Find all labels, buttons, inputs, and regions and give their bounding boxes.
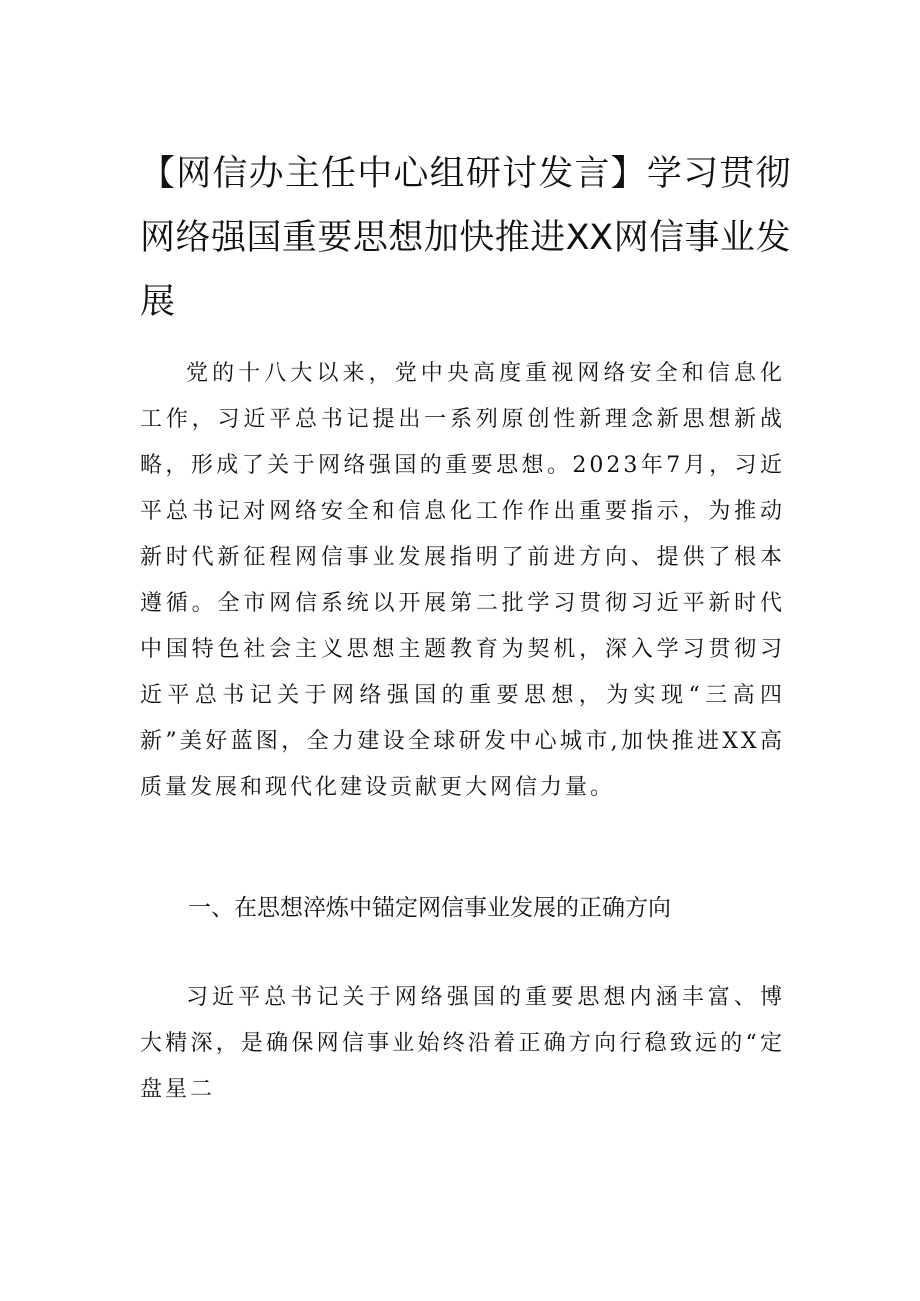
document-title: 【网信办主任中心组研讨发言】学习贯彻网络强国重要思想加快推进XX网信事业发展 <box>140 154 790 322</box>
intro-paragraph: 党的十八大以来，党中央高度重视网络安全和信息化工作，习近平总书记提出一系列原创性新理念新思想新战略，形成了关于网络强国的重要思想。2023年7月，习近平总书记对网络安全和信息化工作作出重要指示，为推动新时代新征程网信事业发展指明了前进方向、提供了根本遵循。全市网信系统以开展第二批学习贯彻习近平新时代中国特色社会主义思想主题教育为契机，深入学习贯彻习近平总书记关于网络强国的重要思想，为实现“三高四新”美好蓝图，全力建设全球研发中心城市,加快推进XX高质量发展和现代化建设贡献更大网信力量。 <box>140 361 785 800</box>
section-paragraph: 习近平总书记关于网络强国的重要思想内涵丰富、博大精深，是确保网信事业始终沿着正确方向行稳致远的“定盘星二 <box>140 985 785 1102</box>
section-heading: 一、在思想淬炼中锚定网信事业发展的正确方向 <box>188 895 671 921</box>
